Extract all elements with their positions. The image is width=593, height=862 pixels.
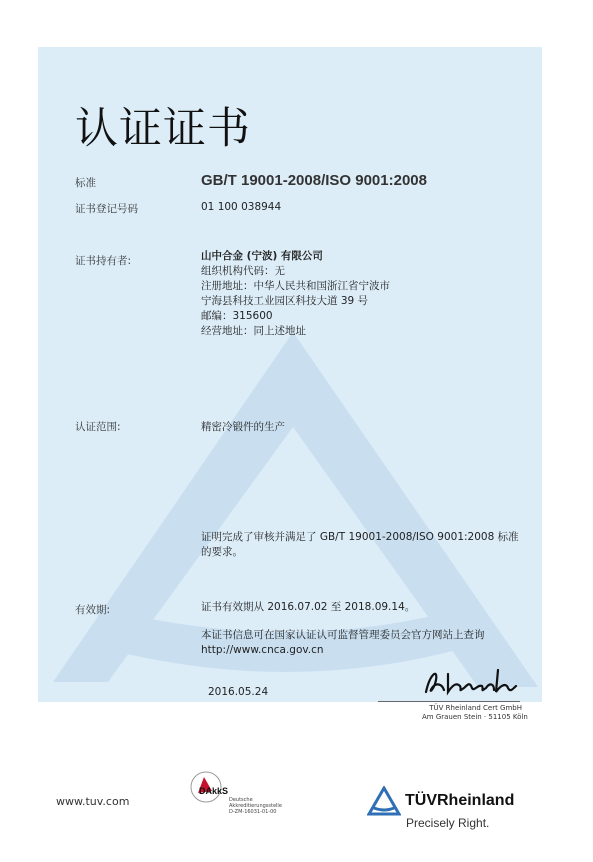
validity-label: 有效期: [75, 604, 111, 616]
dakks-sub-line-1: Deutsche [229, 797, 253, 803]
dakks-logo-text: DAkkS [199, 786, 229, 796]
signature-line [378, 701, 520, 702]
signature [420, 664, 520, 700]
standard-label: 标准 [75, 177, 96, 189]
validity-block [201, 600, 485, 658]
certificate-title: 认证证书 [75, 104, 251, 154]
issuer-address: Am Grauen Stein · 51105 Köln [422, 713, 528, 721]
dakks-sub-line-2: Akkreditierungsstelle [229, 803, 282, 809]
holder-block [201, 249, 390, 339]
holder-business-address: 经营地址：同上述地址 [201, 325, 306, 337]
dakks-accreditation-text [229, 797, 282, 815]
dakks-logo [190, 765, 230, 815]
holder-org-code: 组织机构代码：无 [201, 265, 285, 277]
statement-line-2: 的要求。 [201, 546, 243, 558]
registration-number-value: 01 100 038944 [201, 201, 282, 213]
issuer-block [422, 704, 528, 722]
footer-website: www.tuv.com [56, 795, 130, 808]
holder-postcode: 邮编：315600 [201, 310, 273, 322]
scope-label: 认证范围: [75, 421, 121, 433]
validity-period: 证书有效期从 2016.07.02 至 2018.09.14。 [201, 601, 416, 613]
tuv-slogan: Precisely Right. [406, 816, 490, 830]
standard-value: GB/T 19001-2008/ISO 9001:2008 [201, 172, 427, 189]
holder-address-line-2: 宁海县科技工业园区科技大道 39 号 [201, 295, 369, 307]
statement-block [201, 530, 519, 560]
verification-note: 本证书信息可在国家认证认可监督管理委员会官方网站上查询 [201, 629, 485, 641]
holder-address-line-1: 注册地址：中华人民共和国浙江省宁波市 [201, 280, 390, 292]
issuer-name: TÜV Rheinland Cert GmbH [429, 704, 522, 712]
holder-label: 证书持有者: [75, 255, 132, 267]
issue-date: 2016.05.24 [208, 686, 269, 698]
scope-value: 精密冷锻件的生产 [201, 421, 285, 433]
tuv-brand-name: TÜVRheinland [405, 792, 515, 809]
tuv-triangle-logo [367, 786, 401, 816]
registration-number-label: 证书登记号码 [75, 203, 138, 215]
holder-company-name: 山中合金 (宁波) 有限公司 [201, 250, 323, 262]
verification-url: http://www.cnca.gov.cn [201, 644, 324, 656]
statement-line-1: 证明完成了审核并满足了 GB/T 19001-2008/ISO 9001:2008 标准 [201, 531, 519, 543]
dakks-sub-line-3: D-ZM-16031-01-00 [229, 809, 277, 815]
